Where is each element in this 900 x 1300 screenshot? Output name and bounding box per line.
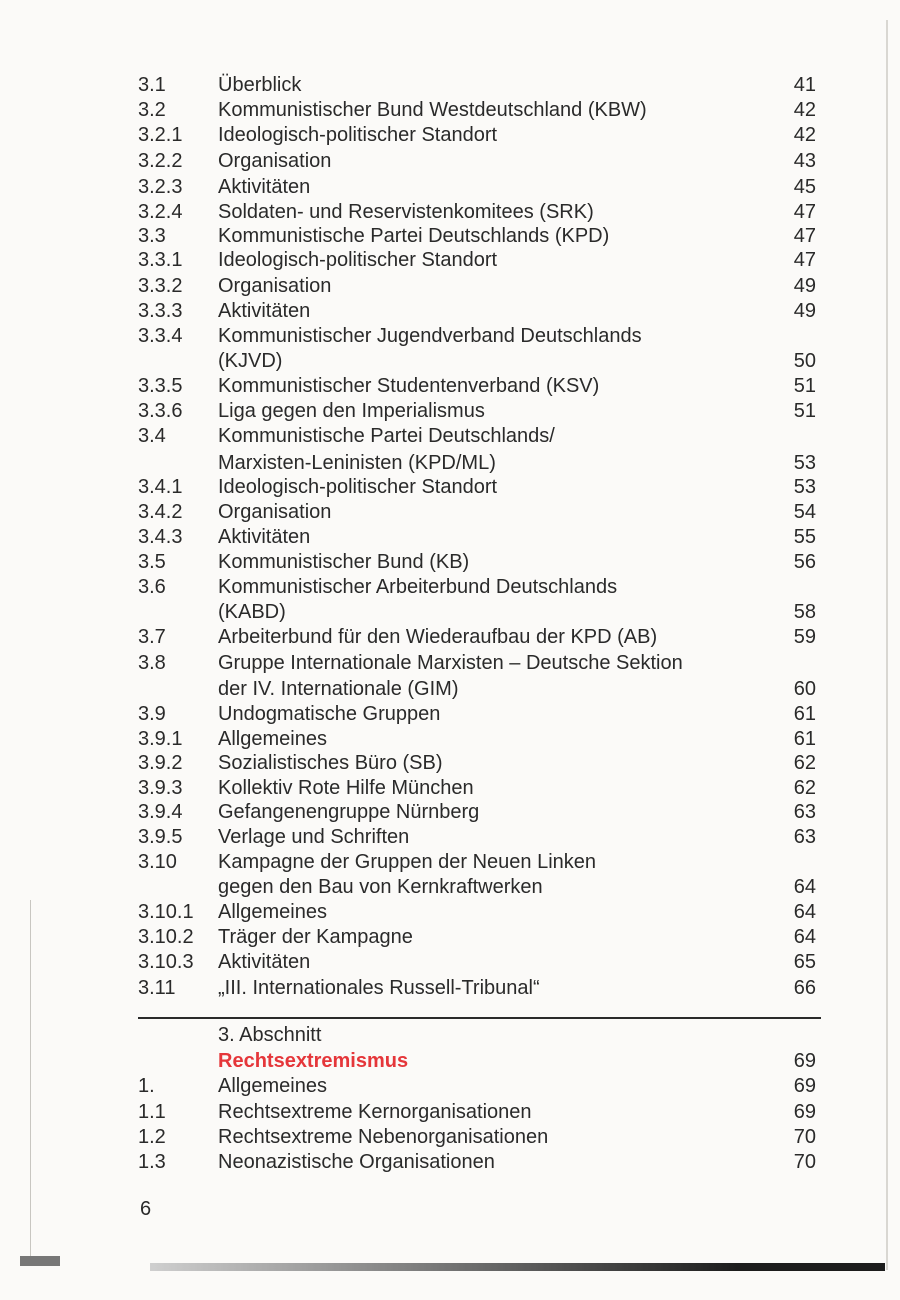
toc-page: 61: [793, 703, 816, 725]
toc-row: [0, 849, 900, 875]
section-heading-row: [0, 1048, 900, 1074]
toc-number: 1.1: [138, 1101, 166, 1123]
toc-page: 42: [793, 99, 816, 121]
toc-row: [0, 624, 900, 650]
toc-page: 49: [793, 300, 816, 322]
toc-title: Organisation: [218, 501, 332, 523]
toc-title: Gruppe Internationale Marxisten – Deutsche Sektion: [218, 652, 683, 674]
toc-title: Soldaten- und Reservistenkomitees (SRK): [218, 201, 594, 223]
toc-number: 3.9.3: [138, 777, 183, 799]
toc-page: 47: [793, 201, 816, 223]
toc-page: 60: [793, 678, 816, 700]
toc-page: 53: [793, 452, 816, 474]
toc-row: [0, 824, 900, 850]
scan-artifact: [150, 1263, 885, 1271]
toc-row: [0, 298, 900, 324]
toc-number: 3.2.4: [138, 201, 183, 223]
toc-title: Kommunistischer Studentenverband (KSV): [218, 375, 600, 397]
toc-page: 58: [793, 601, 816, 623]
toc-row: [0, 1099, 900, 1125]
toc-title: Arbeiterbund für den Wiederaufbau der KPD (AB): [218, 626, 658, 648]
toc-page: 50: [793, 350, 816, 372]
toc-page: 43: [793, 150, 816, 172]
toc-title: Kommunistischer Jugendverband Deutschlands: [218, 325, 642, 347]
toc-number: 3.4: [138, 425, 166, 447]
toc-page: 62: [793, 777, 816, 799]
toc-number: 1.2: [138, 1126, 166, 1148]
toc-title: Ideologisch-politischer Standort: [218, 124, 498, 146]
toc-number: 3.4.2: [138, 501, 183, 523]
toc-title: „III. Internationales Russell-Tribunal“: [218, 977, 540, 999]
toc-page: 59: [793, 626, 816, 648]
toc-title: (KABD): [218, 601, 286, 623]
toc-row: [0, 398, 900, 424]
toc-row: [0, 676, 900, 702]
toc-page: 49: [793, 275, 816, 297]
toc-title: Aktivitäten: [218, 300, 311, 322]
toc-row: [0, 701, 900, 727]
section-label: 3. Abschnitt: [218, 1024, 322, 1046]
toc-page: 66: [793, 977, 816, 999]
toc-row: [0, 450, 900, 476]
toc-page: 69: [793, 1101, 816, 1123]
toc-row: [0, 799, 900, 825]
toc-page: 47: [793, 225, 816, 247]
toc-row: [0, 1073, 900, 1099]
toc-number: 3.3.3: [138, 300, 183, 322]
toc-title: Allgemeines: [218, 728, 327, 750]
toc-title: Kampagne der Gruppen der Neuen Linken: [218, 851, 597, 873]
toc-page: 69: [793, 1050, 816, 1072]
toc-number: 3.3.2: [138, 275, 183, 297]
toc-title: Rechtsextreme Nebenorganisationen: [218, 1126, 549, 1148]
toc-row: [0, 975, 900, 1001]
toc-number: 3.4.1: [138, 476, 183, 498]
toc-page: 64: [793, 926, 816, 948]
toc-number: 3.2.2: [138, 150, 183, 172]
toc-page: 54: [793, 501, 816, 523]
toc-title: der IV. Internationale (GIM): [218, 678, 459, 700]
toc-page: 42: [793, 124, 816, 146]
toc-number: 1.: [138, 1075, 155, 1097]
toc-title: Aktivitäten: [218, 951, 311, 973]
toc-number: 3.5: [138, 551, 166, 573]
toc-title: Marxisten-Leninisten (KPD/ML): [218, 452, 496, 474]
toc-row: [0, 373, 900, 399]
toc-number: 1.3: [138, 1151, 166, 1173]
toc-row: [0, 574, 900, 600]
toc-title: Liga gegen den Imperialismus: [218, 400, 485, 422]
toc-row: [0, 122, 900, 148]
toc-row: [0, 499, 900, 525]
toc-title: Allgemeines: [218, 901, 327, 923]
toc-row: [0, 949, 900, 975]
toc-row: [0, 323, 900, 349]
toc-title: Sozialistisches Büro (SB): [218, 752, 443, 774]
toc-number: 3.10.3: [138, 951, 194, 973]
toc-number: 3.7: [138, 626, 166, 648]
toc-row: [0, 273, 900, 299]
toc-number: 3.2: [138, 99, 166, 121]
toc-page: 51: [793, 400, 816, 422]
toc-page: 64: [793, 876, 816, 898]
toc-row: [0, 348, 900, 374]
toc-row: [0, 775, 900, 801]
toc-number: 3.2.1: [138, 124, 183, 146]
toc-number: 3.9.5: [138, 826, 183, 848]
toc-title: Ideologisch-politischer Standort: [218, 249, 498, 271]
toc-number: 3.3.6: [138, 400, 183, 422]
toc-title: Undogmatische Gruppen: [218, 703, 441, 725]
toc-page: 56: [793, 551, 816, 573]
toc-title: Neonazistische Organisationen: [218, 1151, 495, 1173]
toc-page: 55: [793, 526, 816, 548]
toc-number: 3.3.5: [138, 375, 183, 397]
toc-row: [0, 174, 900, 200]
toc-row: [0, 726, 900, 752]
toc-number: 3.6: [138, 576, 166, 598]
toc-title: Gefangenengruppe Nürnberg: [218, 801, 480, 823]
toc-title: Allgemeines: [218, 1075, 327, 1097]
toc-row: [0, 199, 900, 225]
toc-row: [0, 899, 900, 925]
toc-number: 3.3.1: [138, 249, 183, 271]
toc-row: [0, 72, 900, 98]
toc-number: 3.10.2: [138, 926, 194, 948]
toc-number: 3.8: [138, 652, 166, 674]
toc-page: 69: [793, 1075, 816, 1097]
toc-row: [0, 247, 900, 273]
toc-page: 64: [793, 901, 816, 923]
toc-number: 3.9: [138, 703, 166, 725]
toc-row: [0, 474, 900, 500]
toc-row: [0, 874, 900, 900]
toc-page: 53: [793, 476, 816, 498]
toc-row: [0, 223, 900, 249]
toc-page: 63: [793, 826, 816, 848]
toc-title: Organisation: [218, 275, 332, 297]
toc-row: [0, 423, 900, 449]
toc-row: [0, 650, 900, 676]
toc-number: 3.10: [138, 851, 177, 873]
toc-title: Aktivitäten: [218, 526, 311, 548]
page-number: 6: [140, 1198, 152, 1220]
toc-row: [0, 549, 900, 575]
toc-number: 3.1: [138, 74, 166, 96]
toc-page: 51: [793, 375, 816, 397]
toc-row: [0, 1149, 900, 1175]
toc-title: Kommunistischer Bund Westdeutschland (KBW): [218, 99, 647, 121]
toc-title: (KJVD): [218, 350, 283, 372]
toc-title: Ideologisch-politischer Standort: [218, 476, 498, 498]
toc-row: [0, 524, 900, 550]
toc-title: Kommunistische Partei Deutschlands (KPD): [218, 225, 610, 247]
toc-number: 3.2.3: [138, 176, 183, 198]
toc-page: 70: [793, 1151, 816, 1173]
toc-title: Kollektiv Rote Hilfe München: [218, 777, 474, 799]
toc-title: Kommunistischer Arbeiterbund Deutschlands: [218, 576, 618, 598]
toc-row: [0, 750, 900, 776]
toc-row: [0, 1124, 900, 1150]
toc-title: Kommunistische Partei Deutschlands/: [218, 425, 555, 447]
toc-title: Verlage und Schriften: [218, 826, 410, 848]
toc-title: Überblick: [218, 74, 302, 96]
section-divider: [138, 1017, 821, 1019]
toc-row: [0, 148, 900, 174]
toc-number: 3.11: [138, 977, 176, 999]
toc-title: Aktivitäten: [218, 176, 311, 198]
toc-row: [0, 97, 900, 123]
toc-page: 70: [793, 1126, 816, 1148]
toc-number: 3.9.1: [138, 728, 183, 750]
toc-number: 3.9.4: [138, 801, 183, 823]
toc-page: 45: [793, 176, 816, 198]
toc-title: Rechtsextreme Kernorganisationen: [218, 1101, 532, 1123]
toc-page: 61: [793, 728, 816, 750]
scan-artifact: [20, 1256, 60, 1266]
toc-row: [0, 599, 900, 625]
toc-page: 47: [793, 249, 816, 271]
toc-number: 3.10.1: [138, 901, 194, 923]
toc-title: gegen den Bau von Kernkraftwerken: [218, 876, 543, 898]
toc-number: 3.9.2: [138, 752, 183, 774]
toc-page: 41: [793, 74, 816, 96]
toc-title: Kommunistischer Bund (KB): [218, 551, 470, 573]
toc-row: [0, 924, 900, 950]
toc-number: 3.3.4: [138, 325, 183, 347]
toc-page: 63: [793, 801, 816, 823]
toc-title: Träger der Kampagne: [218, 926, 413, 948]
toc-page: 62: [793, 752, 816, 774]
toc-page: 65: [793, 951, 816, 973]
section-heading: Rechtsextremismus: [218, 1050, 409, 1072]
toc-title: Organisation: [218, 150, 332, 172]
toc-number: 3.3: [138, 225, 166, 247]
toc-number: 3.4.3: [138, 526, 183, 548]
